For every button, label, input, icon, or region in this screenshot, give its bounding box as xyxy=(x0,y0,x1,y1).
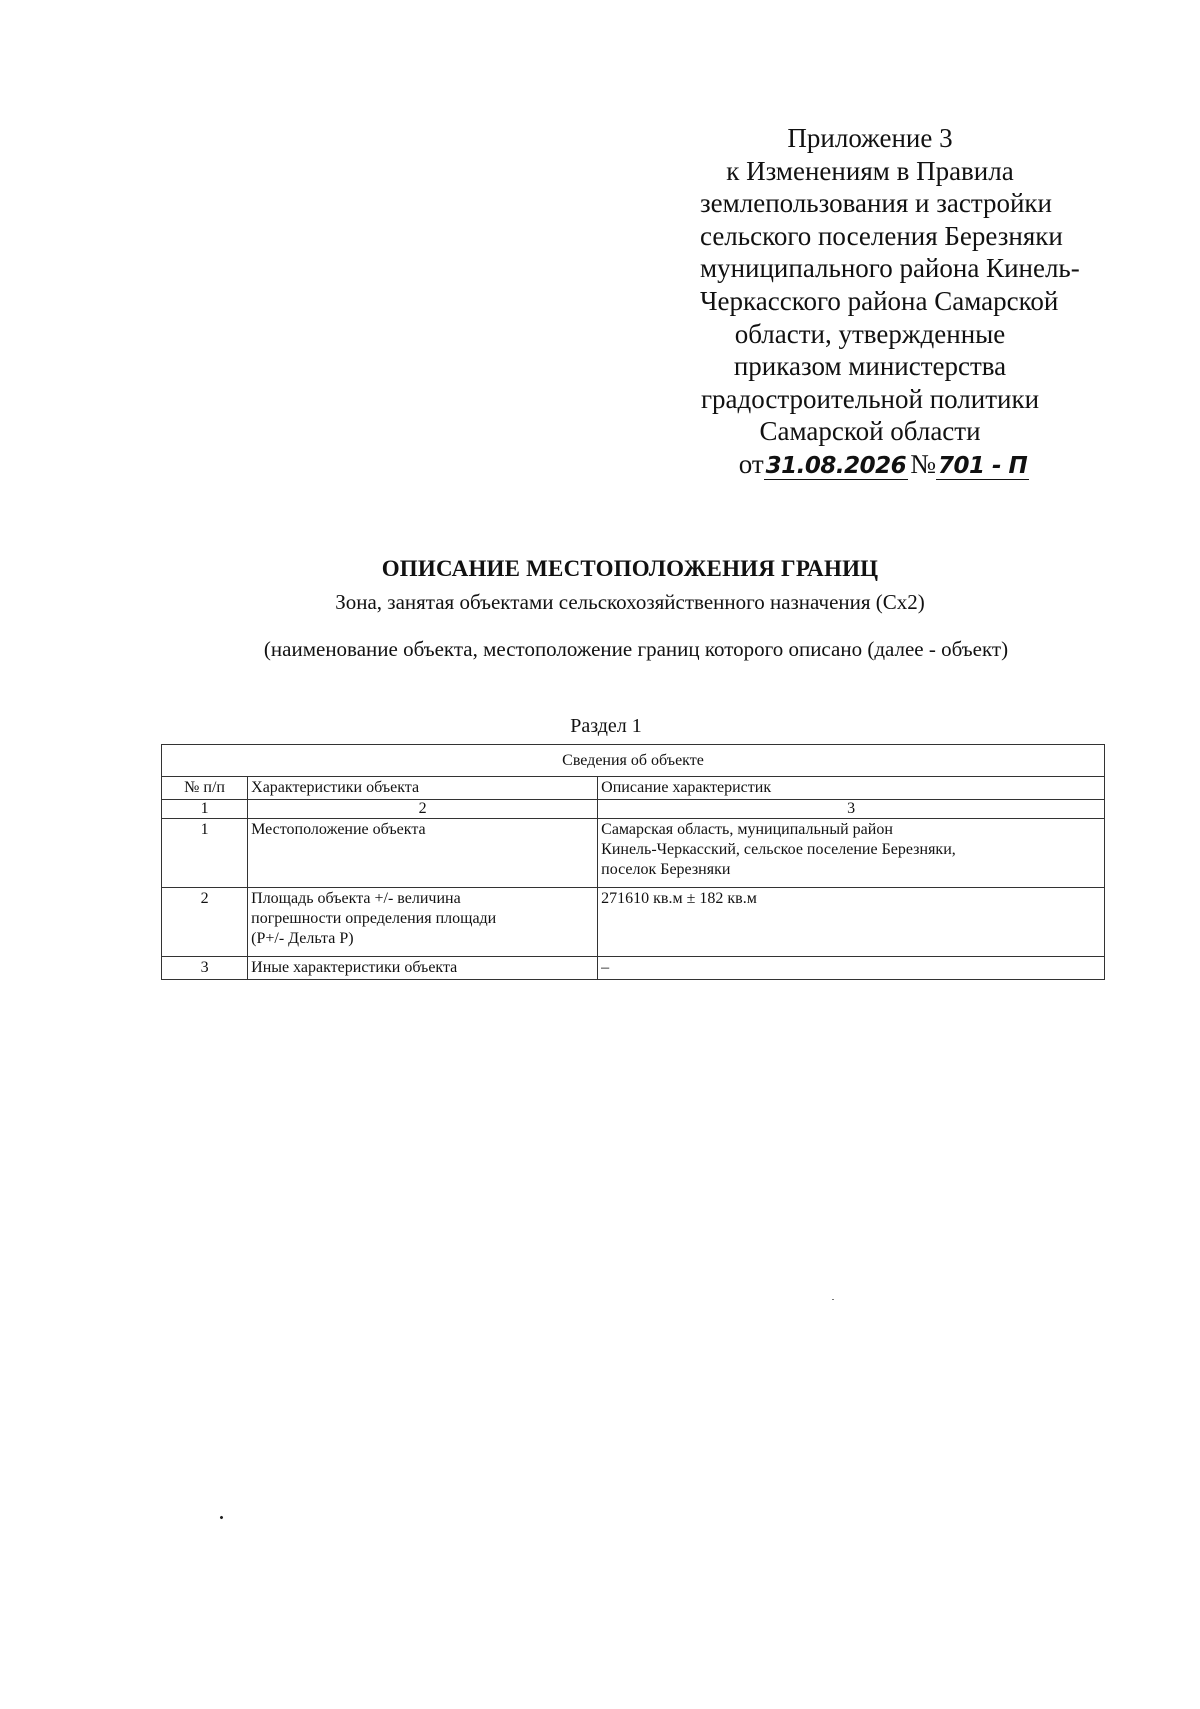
column-number-row xyxy=(162,800,1105,819)
scan-speck xyxy=(832,1299,834,1300)
object-caption: (наименование объекта, местоположение границ которого описано (далее - объект) xyxy=(263,637,1009,661)
appendix-line: области, утвержденные xyxy=(734,318,1006,349)
column-header: Характеристики объекта xyxy=(248,777,598,800)
characteristic-line: погрешности определения площади xyxy=(251,910,497,927)
scan-speck xyxy=(219,1515,223,1519)
appendix-line: муниципального района Кинель- xyxy=(700,253,1080,284)
appendix-line: сельского поселения Березняки xyxy=(700,220,1063,251)
row-characteristic xyxy=(248,888,598,957)
appendix-block xyxy=(700,122,1080,483)
row-number: 2 xyxy=(162,888,248,957)
handwritten-date: 31.08.2026 xyxy=(765,452,907,479)
appendix-line: Приложение 3 xyxy=(787,123,953,153)
row-number: 3 xyxy=(162,957,248,980)
column-number: 3 xyxy=(598,800,1105,819)
row-description: 271610 кв.м ± 182 кв.м xyxy=(598,888,1105,957)
characteristic-line: Площадь объекта +/- величина xyxy=(251,890,461,907)
description-line: Кинель-Черкасский, сельское поселение Березняки, xyxy=(601,841,956,858)
row-description xyxy=(598,819,1105,888)
appendix-line: землепользования и застройки xyxy=(700,188,1053,219)
appendix-line: приказом министерства xyxy=(733,351,1007,382)
date-prefix: от xyxy=(738,448,764,479)
appendix-line: градостроительной политики xyxy=(700,383,1040,414)
table-row xyxy=(162,888,1105,957)
handwritten-number: 701 - П xyxy=(937,452,1028,479)
table-heading: Сведения об объекте xyxy=(162,745,1105,777)
number-prefix: № xyxy=(910,448,936,479)
table-row xyxy=(162,819,1105,888)
column-header-row xyxy=(162,777,1105,800)
object-name: Зона, занятая объектами сельскохозяйственного назначения (Сх2) xyxy=(335,590,925,614)
table-heading-row xyxy=(162,745,1105,777)
row-characteristic: Иные характеристики объекта xyxy=(248,957,598,980)
column-header: № п/п xyxy=(162,777,248,800)
column-header: Описание характеристик xyxy=(598,777,1105,800)
table-row xyxy=(162,957,1105,980)
characteristic-line: (Р+/- Дельта Р) xyxy=(251,930,354,947)
row-description: – xyxy=(598,957,1105,980)
description-line: Самарская область, муниципальный район xyxy=(601,821,893,838)
row-characteristic: Местоположение объекта xyxy=(248,819,598,888)
appendix-line: к Изменениям в Правила xyxy=(726,155,1014,186)
column-number: 1 xyxy=(162,800,248,819)
appendix-line: Черкасского района Самарской xyxy=(700,285,1059,316)
description-line: поселок Березняки xyxy=(601,861,731,878)
document-title: ОПИСАНИЕ МЕСТОПОЛОЖЕНИЯ ГРАНИЦ xyxy=(381,556,879,581)
column-number: 2 xyxy=(248,800,598,819)
object-info-table xyxy=(161,744,1105,980)
appendix-date-line xyxy=(728,448,1040,483)
appendix-line: Самарской области xyxy=(759,416,981,447)
section-label: Раздел 1 xyxy=(570,715,642,737)
row-number: 1 xyxy=(162,819,248,888)
